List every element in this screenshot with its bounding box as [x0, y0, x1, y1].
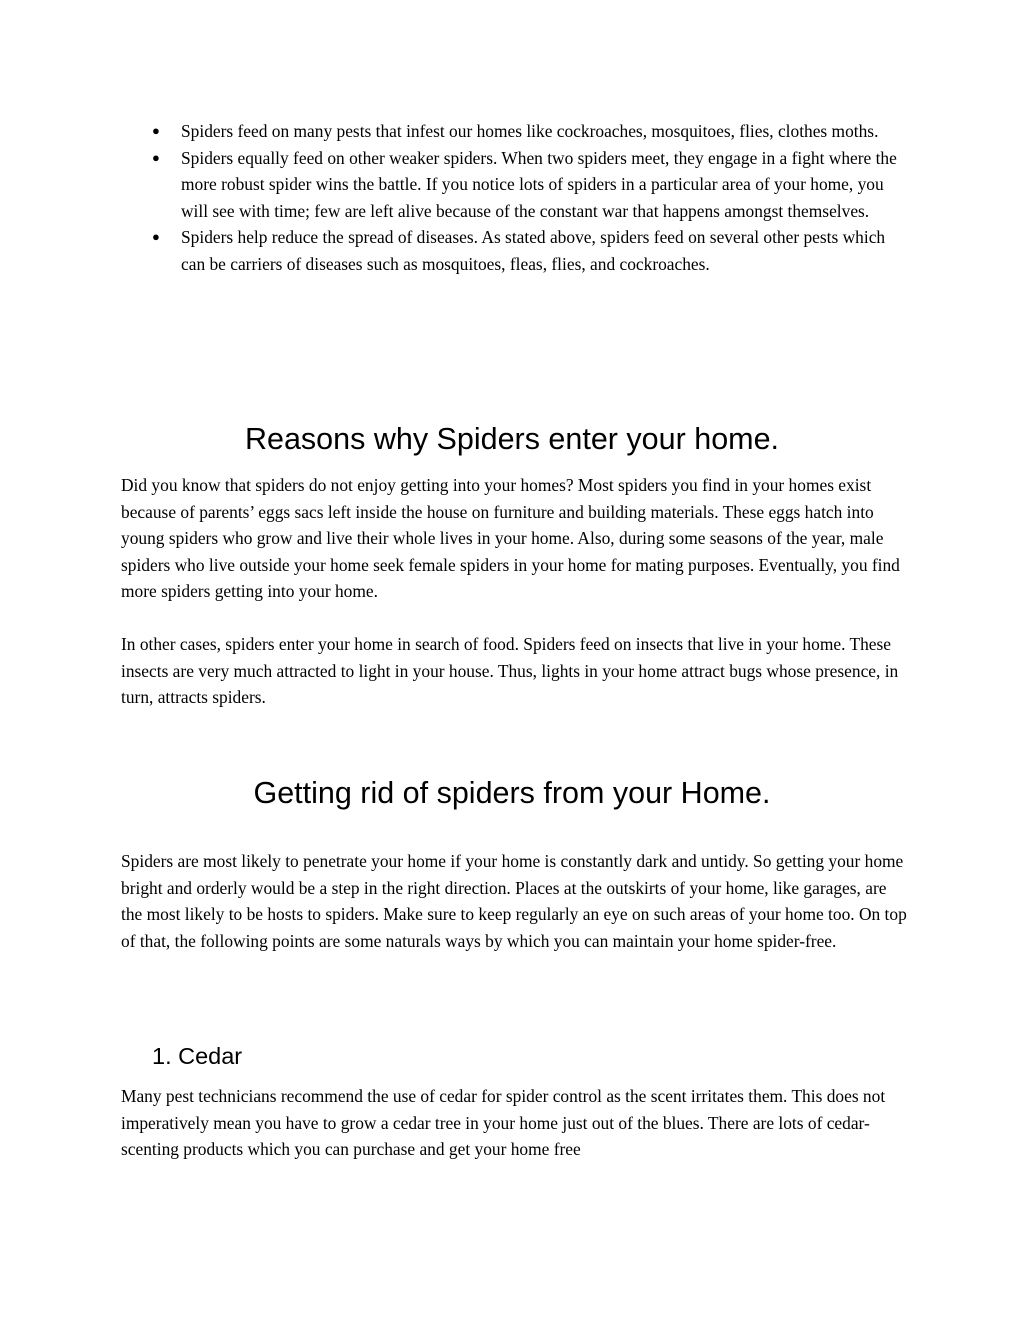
- bullet-item-weaker-spiders: [152, 145, 912, 225]
- reasons-paragraph-2: In other cases, spiders enter your home in search of food. Spiders feed on insects that live in your home. These insects are very much attracted to light in your house. Thus, lights in your home attract bugs whose presence, in turn, attracts spiders.: [121, 634, 899, 708]
- bullet-marker: ●: [152, 123, 160, 138]
- reasons-paragraph-1: Did you know that spiders do not enjoy getting into your homes? Most spiders you find in your homes exist because of parents’ eggs sacs left inside the house on furniture and building materials. These eggs hatch into young spiders who grow and live their whole lives in your home. Also, during some seasons of the year, male spiders who live outside your home seek female spiders in your home for mating purposes. Eventually, you find more spiders getting into your home.: [121, 475, 900, 602]
- bullet-text: Spiders equally feed on other weaker spiders. When two spiders meet, they engage in a fight where the more robust spider wins the battle. If you notice lots of spiders in a particular area of your home, you will see with time; few are left alive because of the constant war that happens amongst themselves.: [181, 147, 897, 221]
- bullet-item-pests: [152, 118, 912, 145]
- cedar-subheading: 1. Cedar: [152, 1043, 243, 1069]
- bullet-marker: ●: [152, 149, 160, 165]
- getting-rid-heading: Getting rid of spiders from your Home.: [253, 776, 771, 810]
- bullet-text: Spiders feed on many pests that infest our homes like cockroaches, mosquitoes, flies, clothes moths.: [181, 121, 879, 141]
- bullet-text: Spiders help reduce the spread of diseases. As stated above, spiders feed on several other pests which can be carriers of diseases such as mosquitoes, fleas, flies, and cockroaches.: [181, 227, 886, 274]
- bullet-marker: ●: [152, 229, 160, 245]
- bullet-item-diseases: [152, 224, 912, 277]
- getting-rid-paragraph: Spiders are most likely to penetrate your home if your home is constantly dark and untidy. So getting your home bright and orderly would be a step in the right direction. Places at the outskirts of your home, like garages, are the most likely to be hosts to spiders. Make sure to keep regularly an eye on such areas of your home too. On top of that, the following points are some naturals ways by which you can maintain your home spider-free.: [121, 851, 907, 951]
- cedar-paragraph: Many pest technicians recommend the use of cedar for spider control as the scent irritates them. This does not imperatively mean you have to grow a cedar tree in your home just out of the blues. There are lots of cedar-scenting products which you can purchase and get your home free: [121, 1086, 886, 1160]
- benefits-bullet-list: [152, 118, 912, 278]
- reasons-heading: Reasons why Spiders enter your home.: [244, 422, 780, 456]
